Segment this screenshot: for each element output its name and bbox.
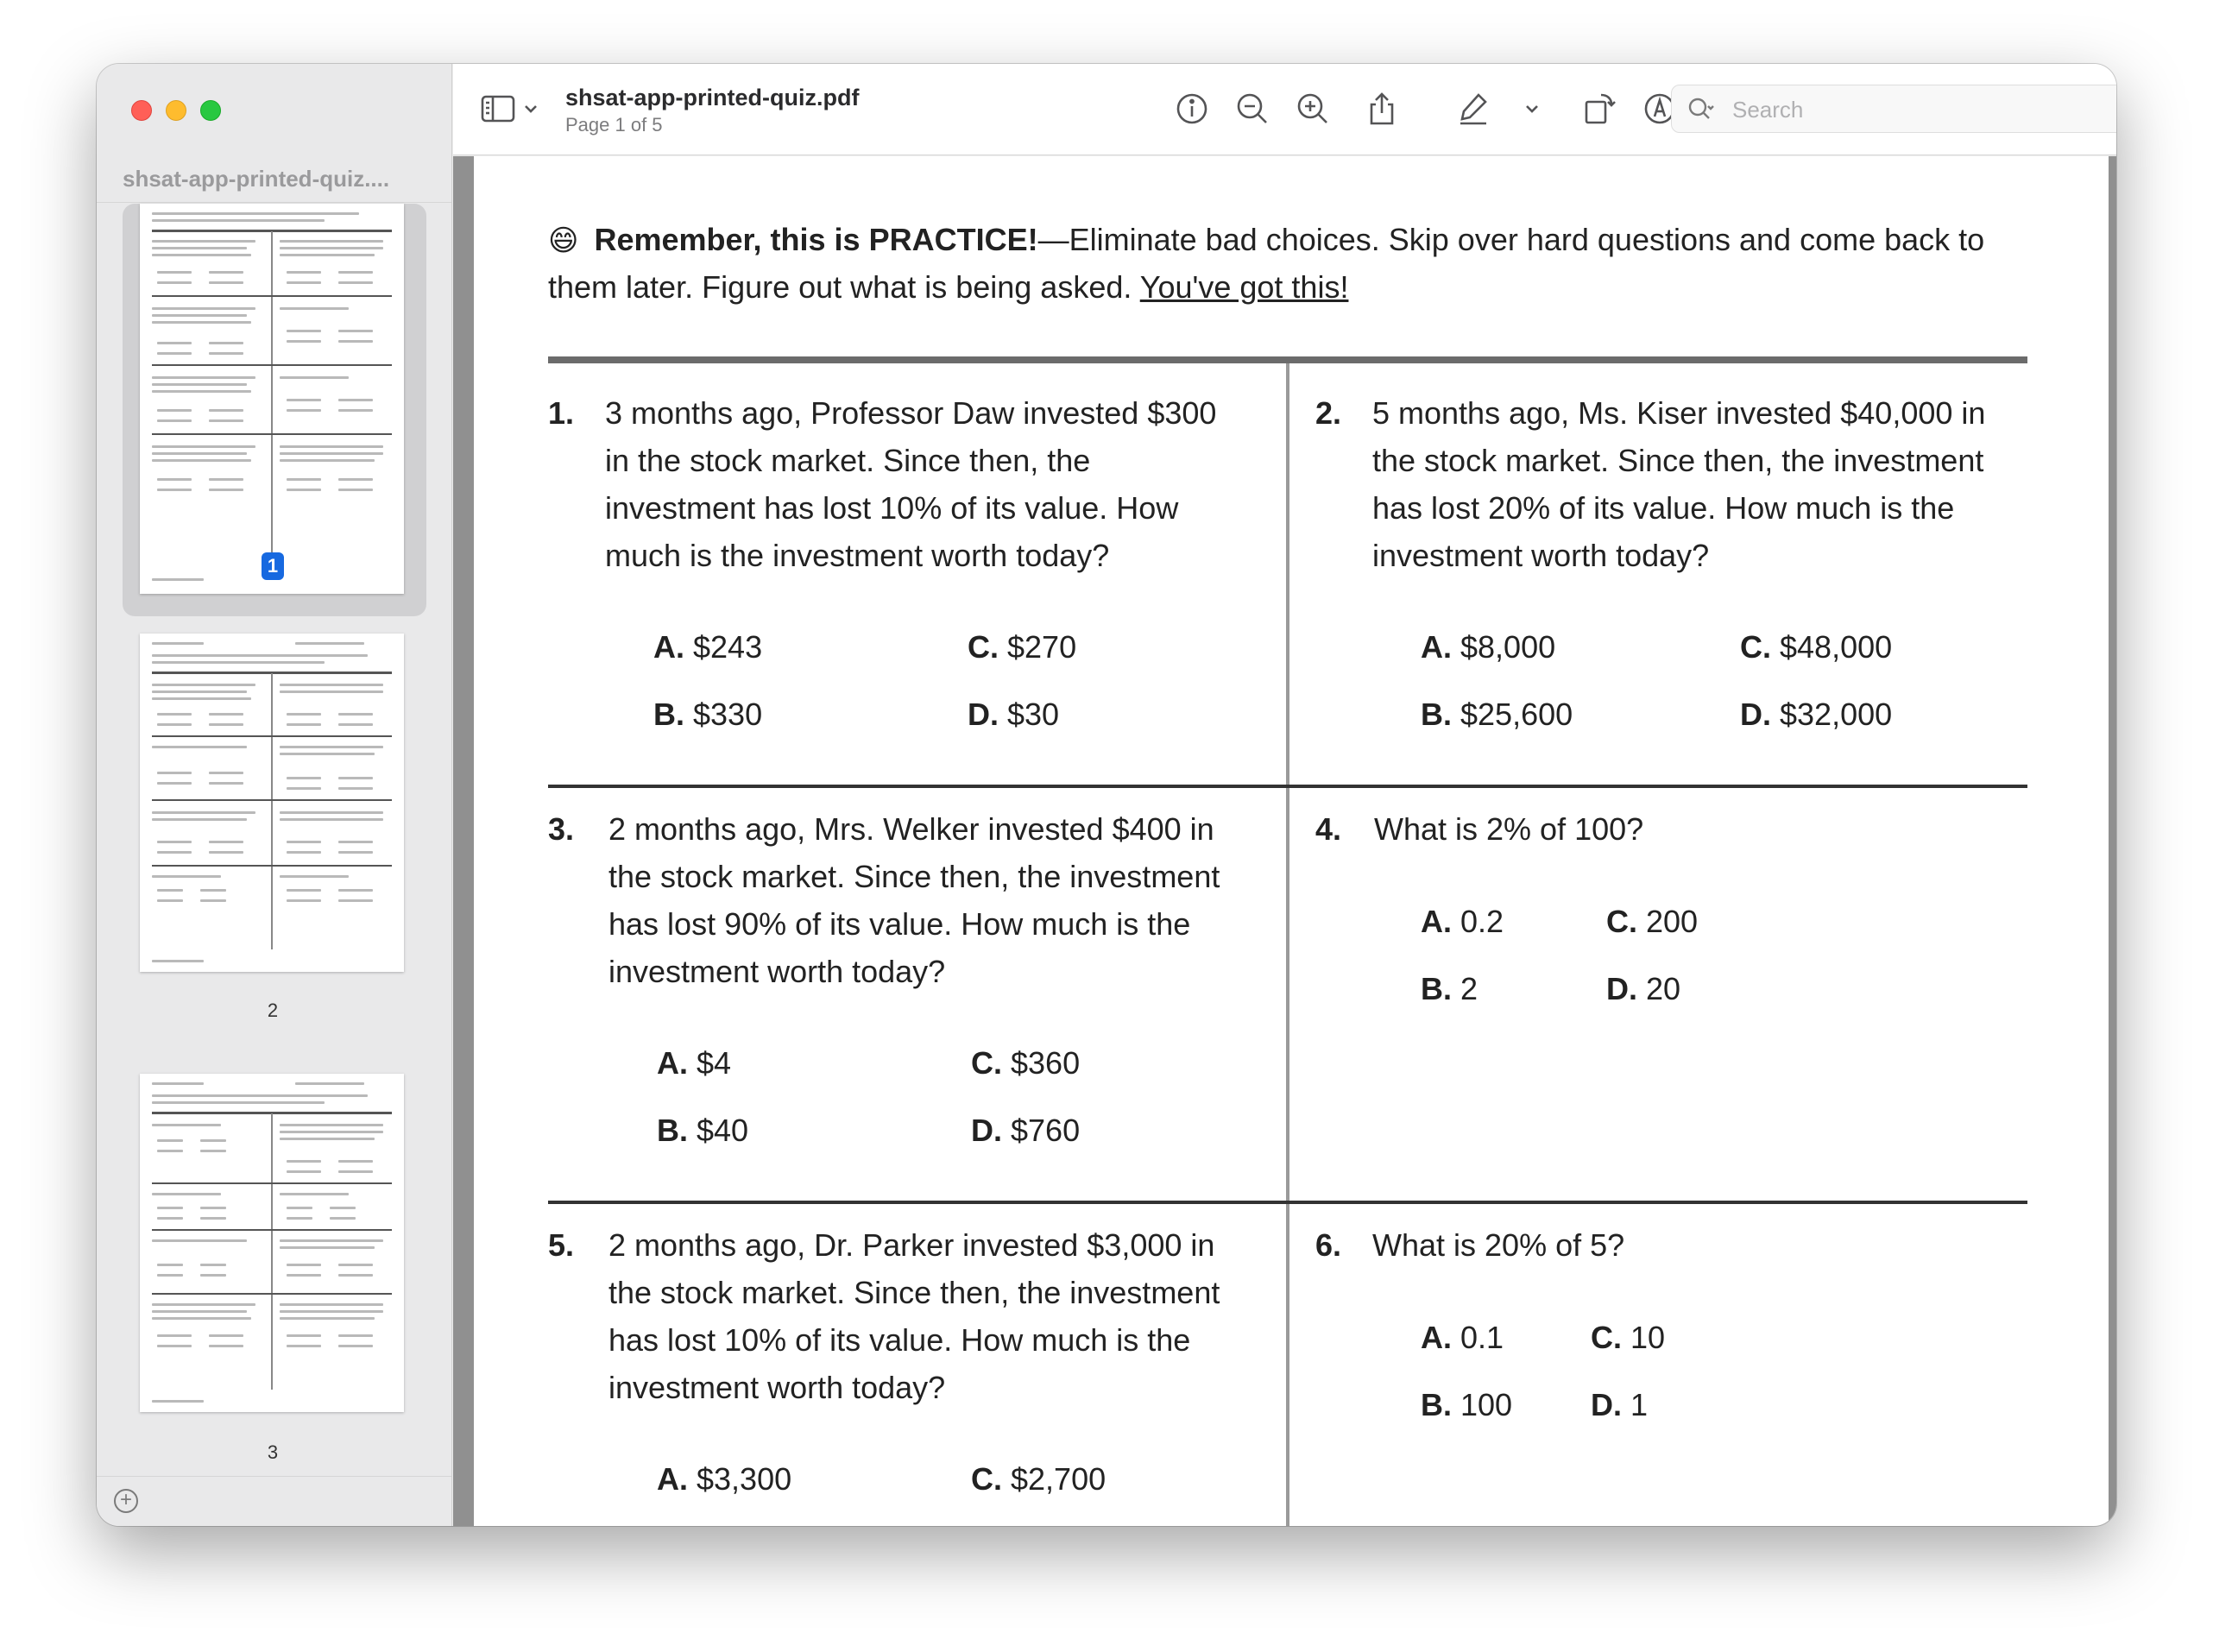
choice-2a[interactable]: A. $8,000	[1421, 629, 1556, 665]
add-icon[interactable]: +	[114, 1489, 138, 1513]
choice-3c[interactable]: C. $360	[971, 1045, 1081, 1081]
choice-3b[interactable]: B. $40	[657, 1113, 749, 1148]
question-text: 2 months ago, Dr. Parker invested $3,000 in the stock market. Since then, the investment has lost 10% of its value. How much is the investment worth today?	[608, 1227, 1220, 1405]
question-number: 2.	[1315, 395, 1342, 431]
pdf-page	[474, 156, 2109, 1526]
thumbnail-page-2[interactable]	[123, 634, 426, 996]
info-icon[interactable]	[1173, 90, 1211, 128]
choice-5a[interactable]: A. $3,300	[657, 1461, 792, 1497]
page-indicator: Page 1 of 5	[565, 114, 663, 136]
choice-1a[interactable]: A. $243	[653, 629, 763, 665]
choice-6a[interactable]: A. 0.1	[1421, 1320, 1504, 1355]
question-number: 3.	[548, 811, 575, 847]
page-number-label: 3	[267, 1441, 279, 1463]
question-text: What is 2% of 100?	[1374, 811, 1644, 847]
chevron-down-icon[interactable]	[1523, 90, 1541, 128]
choice-3d[interactable]: D. $760	[971, 1113, 1081, 1148]
chevron-down-icon[interactable]	[522, 90, 539, 128]
choice-6b[interactable]: B. 100	[1421, 1387, 1513, 1422]
zoom-out-icon[interactable]	[1233, 90, 1271, 128]
question-text: 5 months ago, Ms. Kiser invested $40,000 in the stock market. Since then, the investment has lost 20% of its value. How much is the investment worth today?	[1372, 395, 1986, 573]
zoom-in-icon[interactable]	[1294, 90, 1332, 128]
document-title: shsat-app-printed-quiz.pdf	[565, 85, 860, 110]
preview-window	[97, 64, 2116, 1526]
sidebar-title: shsat-app-printed-quiz....	[123, 166, 390, 192]
minimize-button[interactable]	[166, 100, 186, 121]
rotate-icon[interactable]	[1580, 90, 1618, 128]
thumbnail-image	[140, 634, 404, 972]
page-number-label: 2	[267, 999, 279, 1021]
sidebar	[97, 64, 452, 1526]
search-icon	[1686, 94, 1717, 125]
choice-3a[interactable]: A. $4	[657, 1045, 732, 1081]
choice-4b[interactable]: B. 2	[1421, 971, 1478, 1006]
search-field[interactable]	[1671, 85, 2116, 133]
choice-2c[interactable]: C. $48,000	[1740, 629, 1893, 665]
thumbnail-image	[140, 1074, 404, 1412]
choice-4d[interactable]: D. 20	[1606, 971, 1681, 1006]
question-text: What is 20% of 5?	[1372, 1227, 1625, 1263]
intro-underline: You've got this!	[1139, 269, 1349, 305]
question-number: 6.	[1315, 1227, 1342, 1263]
close-button[interactable]	[131, 100, 152, 121]
column-divider	[1286, 363, 1289, 1526]
table-top-rule	[548, 356, 2027, 363]
choice-6c[interactable]: C. 10	[1591, 1320, 1666, 1355]
page-number-badge[interactable]: 1	[262, 552, 284, 580]
zoom-button[interactable]	[200, 100, 221, 121]
question-text: 3 months ago, Professor Daw invested $300 in the stock market. Since then, the investment has lost 10% of its value. How much is the investment worth today?	[605, 395, 1217, 573]
smile-icon: 😄	[548, 224, 579, 257]
row-divider	[548, 785, 2027, 788]
question-number: 1.	[548, 395, 575, 431]
intro-bold: Remember, this is PRACTICE!	[594, 222, 1038, 257]
thumbnail-image	[140, 204, 404, 594]
choice-2b[interactable]: B. $25,600	[1421, 697, 1573, 732]
toolbar	[453, 64, 2116, 155]
highlight-pen-icon[interactable]	[1454, 90, 1492, 128]
sidebar-footer	[97, 1476, 451, 1526]
divider	[97, 202, 451, 203]
question-text: 2 months ago, Mrs. Welker invested $400 in the stock market. Since then, the investment has lost 90% of its value. How much is the investment worth today?	[608, 811, 1220, 989]
window-controls	[131, 100, 221, 121]
choice-4a[interactable]: A. 0.2	[1421, 904, 1504, 939]
search-input[interactable]	[1732, 94, 2116, 125]
choice-5c[interactable]: C. $2,700	[971, 1461, 1106, 1497]
question-number: 5.	[548, 1227, 575, 1263]
choice-1c[interactable]: C. $270	[968, 629, 1077, 665]
question-number: 4.	[1315, 811, 1342, 847]
sidebar-icon[interactable]	[479, 90, 517, 128]
intro-text: —Eliminate bad choices. Skip over hard questions and come back to them later. Figure out what is being asked.	[548, 222, 1985, 305]
document-viewer[interactable]	[453, 156, 2116, 1526]
row-divider	[548, 1201, 2027, 1204]
choice-2d[interactable]: D. $32,000	[1740, 697, 1893, 732]
share-icon[interactable]	[1363, 90, 1401, 128]
intro-paragraph	[548, 217, 2033, 311]
choice-1b[interactable]: B. $330	[653, 697, 763, 732]
choice-1d[interactable]: D. $30	[968, 697, 1060, 732]
choice-4c[interactable]: C. 200	[1606, 904, 1699, 939]
thumbnail-page-3[interactable]	[123, 1074, 426, 1419]
choice-6d[interactable]: D. 1	[1591, 1387, 1649, 1422]
